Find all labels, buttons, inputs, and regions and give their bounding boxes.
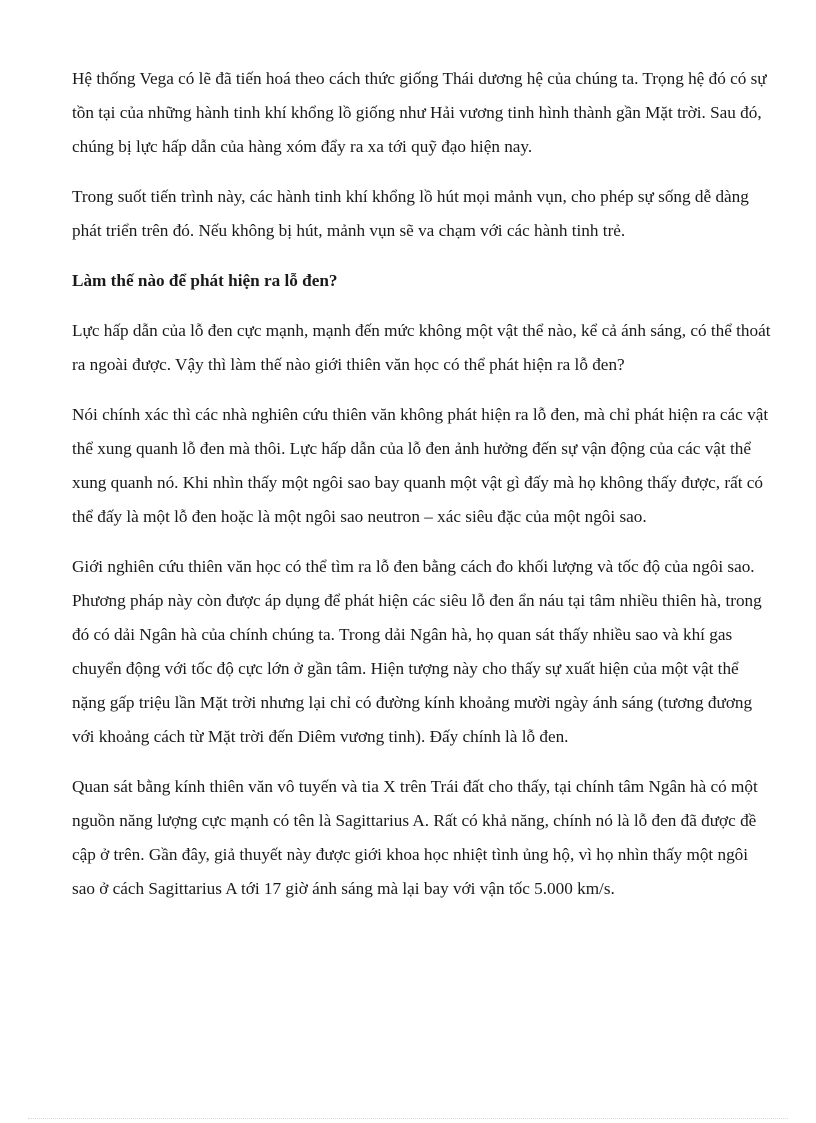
section-heading: Làm thế nào để phát hiện ra lỗ đen? <box>72 271 338 290</box>
paragraph-sagittarius-a: Quan sát bằng kính thiên văn vô tuyến và tia X trên Trái đất cho thấy, tại chính tâm Ngân hà có một nguồn năng lượng cực mạnh có tên là Sagittarius A. Rất có khả năng, chính nó là lỗ đen đã được đề cập ở trên. Gần đây, giả thuyết này được giới khoa học nhiệt tình ủng hộ, vì họ nhìn thấy một ngôi sao ở cách Sagittarius A tới 17 giờ ánh sáng mà lại bay với vận tốc 5.000 km/s. <box>72 777 758 898</box>
paragraph-mass-velocity: Giới nghiên cứu thiên văn học có thể tìm ra lỗ đen bằng cách đo khối lượng và tốc độ của ngôi sao. Phương pháp này còn được áp dụng để phát hiện các siêu lỗ đen ẩn náu tại tâm nhiều thiên hà, trong đó có dải Ngân hà của chính chúng ta. Trong dải Ngân hà, họ quan sát thấy nhiều sao và khí gas chuyển động với tốc độ cực lớn ở gần tâm. Hiện tượng này cho thấy sự xuất hiện của một vật thể nặng gấp triệu lần Mặt trời nhưng lại chỉ có đường kính khoảng mười ngày ánh sáng (tương đương với khoảng cách từ Mặt trời đến Diêm vương tinh). Đấy chính là lỗ đen. <box>72 557 762 746</box>
paragraph-black-hole-gravity: Lực hấp dẫn của lỗ đen cực mạnh, mạnh đến mức không một vật thể nào, kể cả ánh sáng, có thể thoát ra ngoài được. Vậy thì làm thế nào giới thiên văn học có thể phát hiện ra lỗ đen? <box>72 321 771 374</box>
paragraph-detection-method: Nói chính xác thì các nhà nghiên cứu thiên văn không phát hiện ra lỗ đen, mà chỉ phát hiện ra các vật thể xung quanh lỗ đen mà thôi. Lực hấp dẫn của lỗ đen ảnh hưởng đến sự vận động của các vật thể xung quanh nó. Khi nhìn thấy một ngôi sao bay quanh một vật gì đấy mà họ không thấy được, rất có thể đấy là một lỗ đen hoặc là một ngôi sao neutron – xác siêu đặc của một ngôi sao. <box>72 405 769 526</box>
paragraph-vega-evolution: Hệ thống Vega có lẽ đã tiến hoá theo cách thức giống Thái dương hệ của chúng ta. Trọng hệ đó có sự tồn tại của những hành tinh khí khổng lồ giống như Hải vương tinh hình thành gần Mặt trời. Sau đó, chúng bị lực hấp dẫn của hàng xóm đẩy ra xa tới quỹ đạo hiện nay. <box>72 69 767 156</box>
document-page <box>72 62 772 922</box>
page-bottom-divider <box>28 1118 788 1119</box>
paragraph-gas-giants-debris: Trong suốt tiến trình này, các hành tinh khí khổng lồ hút mọi mảnh vụn, cho phép sự sống dễ dàng phát triển trên đó. Nếu không bị hút, mảnh vụn sẽ va chạm với các hành tinh trẻ. <box>72 187 749 240</box>
